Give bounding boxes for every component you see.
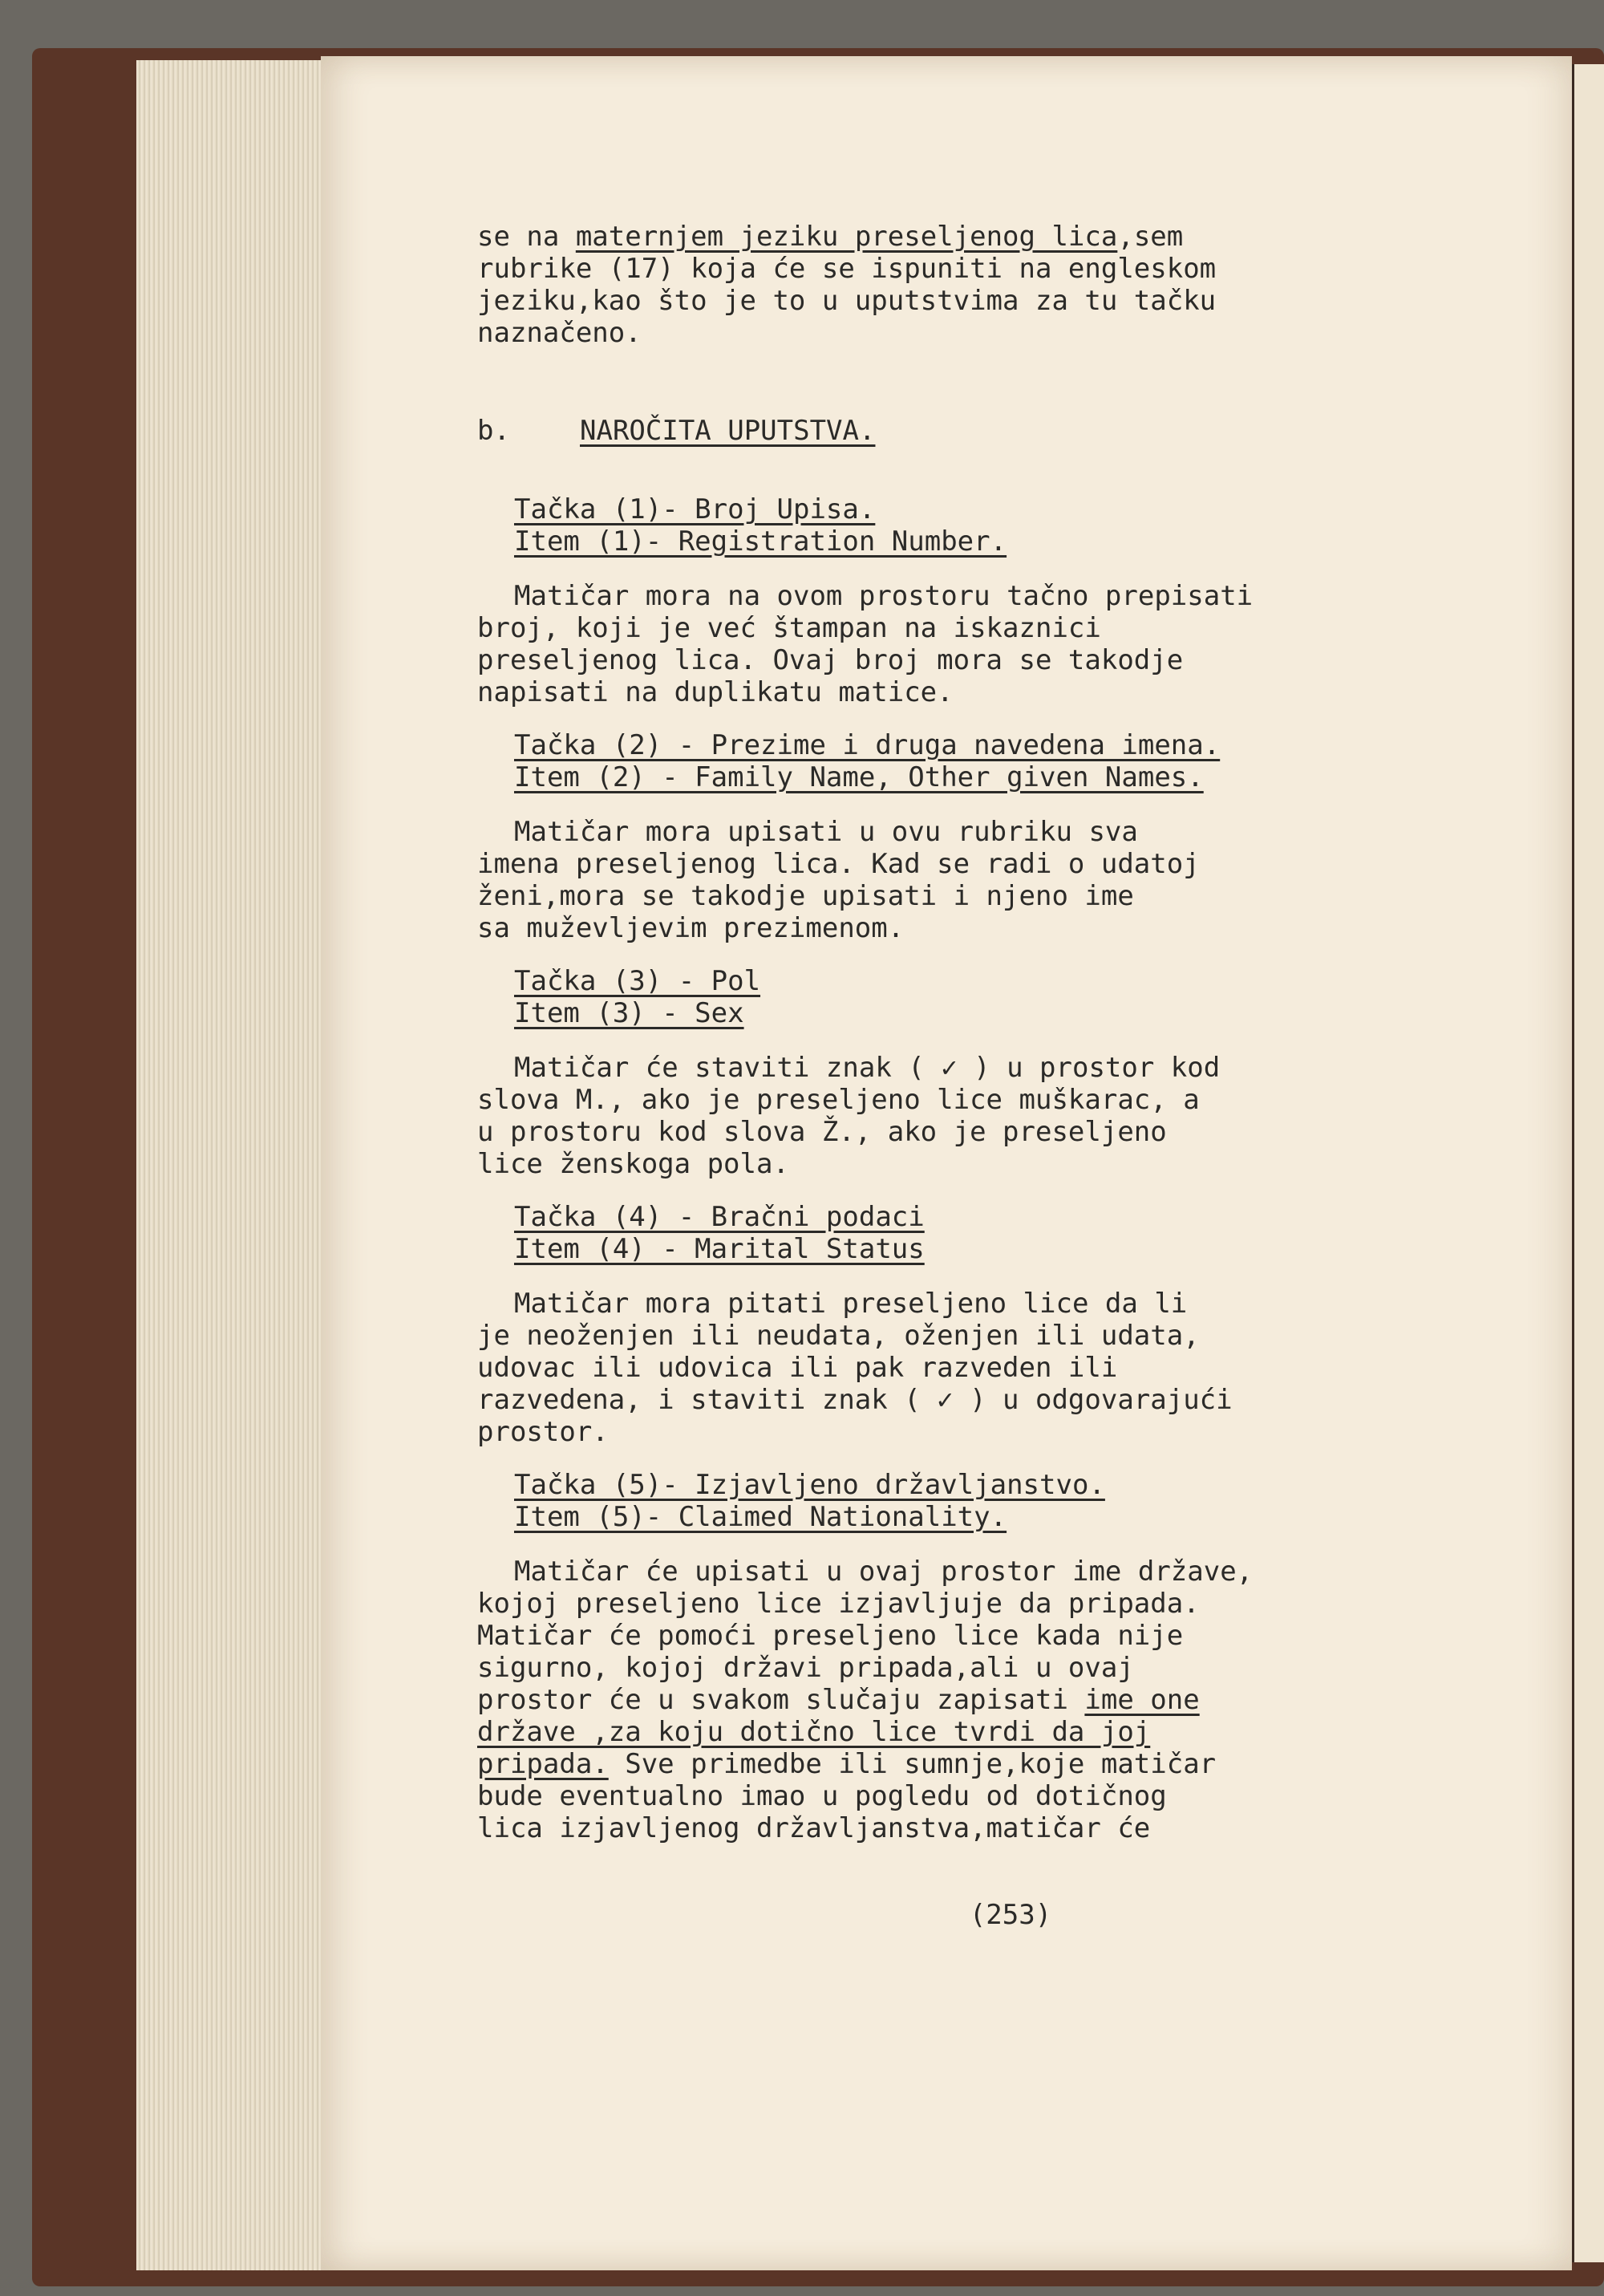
section-heading	[477, 415, 1544, 447]
item-1-paragraph: Matičar mora na ovom prostoru tačno prepisati broj, koji je već štampan na iskaznici preseljenog lica. Ovaj broj mora se takodje napisati na duplikatu matice.	[477, 580, 1254, 708]
item-2-heading: Tačka (2) - Prezime i druga navedena imena. Item (2) - Family Name, Other given Names.	[514, 729, 1221, 793]
item-1-heading: Tačka (1)- Broj Upisa. Item (1)- Registration Number.	[514, 493, 1007, 558]
item-2-paragraph: Matičar mora upisati u ovu rubriku sva imena preseljenog lica. Kad se radi o udatoj ženi,mora se takodje upisati i njeno ime sa muževljevim prezimenom.	[477, 816, 1200, 944]
item-4-paragraph: Matičar mora pitati preseljeno lice da li je neoženjen ili neudata, oženjen ili udata, udovac ili udovica ili pak razveden ili razvedena, i staviti znak ( ✓ ) u odgovarajući prostor.	[477, 1288, 1233, 1448]
item-4-heading: Tačka (4) - Bračni podaci Item (4) - Marital Status	[514, 1201, 925, 1265]
intro-line: jeziku,kao što je to u uputstvima za tu tačku	[477, 285, 1217, 317]
next-page-edge	[1572, 64, 1604, 2262]
page-edges	[136, 60, 337, 2270]
section-title: NAROČITA UPUTSTVA.	[580, 415, 876, 447]
item-5-heading: Tačka (5)- Izjavljeno državljanstvo. Item (5)- Claimed Nationality.	[514, 1469, 1105, 1533]
item-3-paragraph: Matičar će staviti znak ( ✓ ) u prostor kod slova M., ako je preseljeno lice muškarac, a u prostoru kod slova Ž., ako je preseljeno lice ženskoga pola.	[477, 1052, 1221, 1180]
intro-paragraph: se na maternjem jeziku preseljenog lica,sem rubrike (17) koja će se ispuniti na engleskom jeziku,kao što je to u uputstvima za tu tačku naznačeno.	[477, 221, 1544, 349]
document-page	[321, 56, 1572, 2270]
intro-line: rubrike (17) koja će se ispuniti na engleskom	[477, 253, 1217, 285]
section-letter: b.	[477, 415, 510, 447]
page-number: (253)	[969, 1899, 1052, 1931]
item-3-heading: Tačka (3) - Pol Item (3) - Sex	[514, 965, 761, 1029]
typed-text	[477, 221, 1544, 1931]
intro-line: naznačeno.	[477, 317, 642, 349]
item-5-paragraph: Matičar će upisati u ovaj prostor ime države, kojoj preseljeno lice izjavljuje da pripada. Matičar će pomoći preseljeno lice kada nije sigurno, kojoj državi pripada,ali u ovaj prostor će u svakom slučaju zapisati ime one države ,za koju dotično lice tvrdi da joj pripada. Sve primedbe ili sumnje,koje matičar bude eventualno imao u pogledu od dotičnog lica izjavljenog državljanstva,matičar će	[477, 1556, 1254, 1844]
